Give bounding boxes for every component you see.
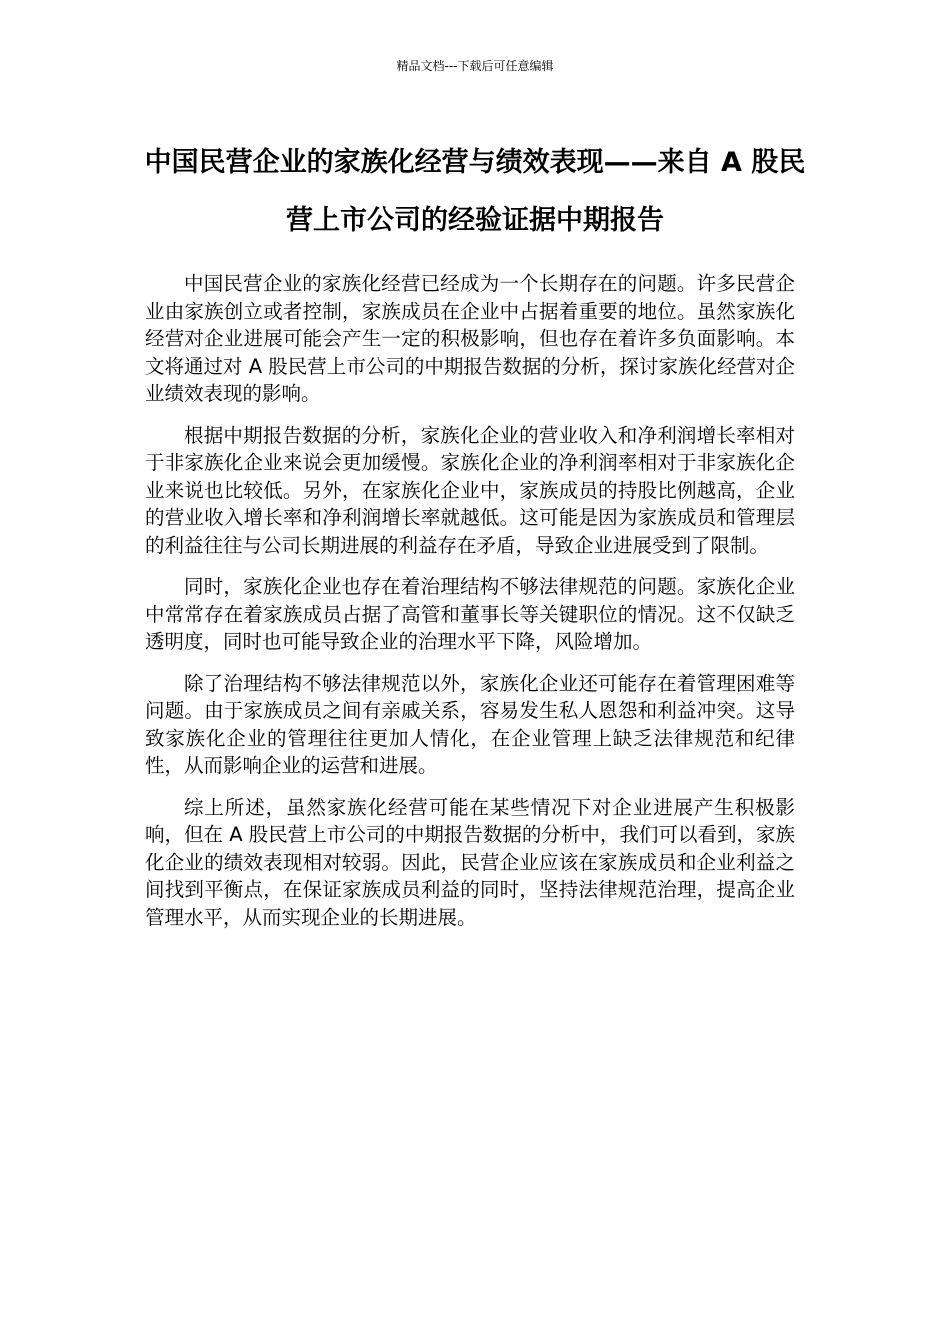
document-title: 中国民营企业的家族化经营与绩效表现——来自 A 股民营上市公司的经验证据中期报告 bbox=[144, 147, 806, 236]
paragraph-4: 除了治理结构不够法律规范以外，家族化企业还可能存在着管理困难等问题。由于家族成员之间有亲戚关系，容易发生私人恩怨和利益冲突。这导致家族化企业的管理往往更加人情化，在企业管理上缺乏法律规范和纪律性，从而影响企业的运营和进展。 bbox=[145, 671, 795, 777]
paragraph-2: 根据中期报告数据的分析，家族化企业的营业收入和净利润增长率相对于非家族化企业来说会更加缓慢。家族化企业的净利润率相对于非家族化企业来说也比较低。另外，在家族化企业中，家族成员的持股比例越高，企业的营业收入增长率和净利润增长率就越低。这可能是因为家族成员和管理层的利益往往与公司长期进展的利益存在矛盾，导致企业进展受到了限制。 bbox=[145, 423, 795, 557]
running-header: 精品文档---下载后可任意编辑 bbox=[396, 59, 554, 73]
paragraph-1: 中国民营企业的家族化经营已经成为一个长期存在的问题。许多民营企业由家族创立或者控制，家族成员在企业中占据着重要的地位。虽然家族化经营对企业进展可能会产生一定的积极影响，但也存在着许多负面影响。本文将通过对 A 股民营上市公司的中期报告数据的分析，探讨家族化经营对企业绩效表现的影响。 bbox=[145, 272, 795, 405]
paragraph-5: 综上所述，虽然家族化经营可能在某些情况下对企业进展产生积极影响，但在 A 股民营上市公司的中期报告数据的分析中，我们可以看到，家族化企业的绩效表现相对较弱。因此，民营企业应该在家族成员和企业利益之间找到平衡点，在保证家族成员利益的同时，坚持法律规范治理，提高企业管理水平，从而实现企业的长期进展。 bbox=[145, 795, 795, 929]
paragraph-3: 同时，家族化企业也存在着治理结构不够法律规范的问题。家族化企业中常常存在着家族成员占据了高管和董事长等关键职位的情况。这不仅缺乏透明度，同时也可能导致企业的治理水平下降，风险增加。 bbox=[145, 575, 795, 653]
document-body bbox=[145, 270, 795, 945]
